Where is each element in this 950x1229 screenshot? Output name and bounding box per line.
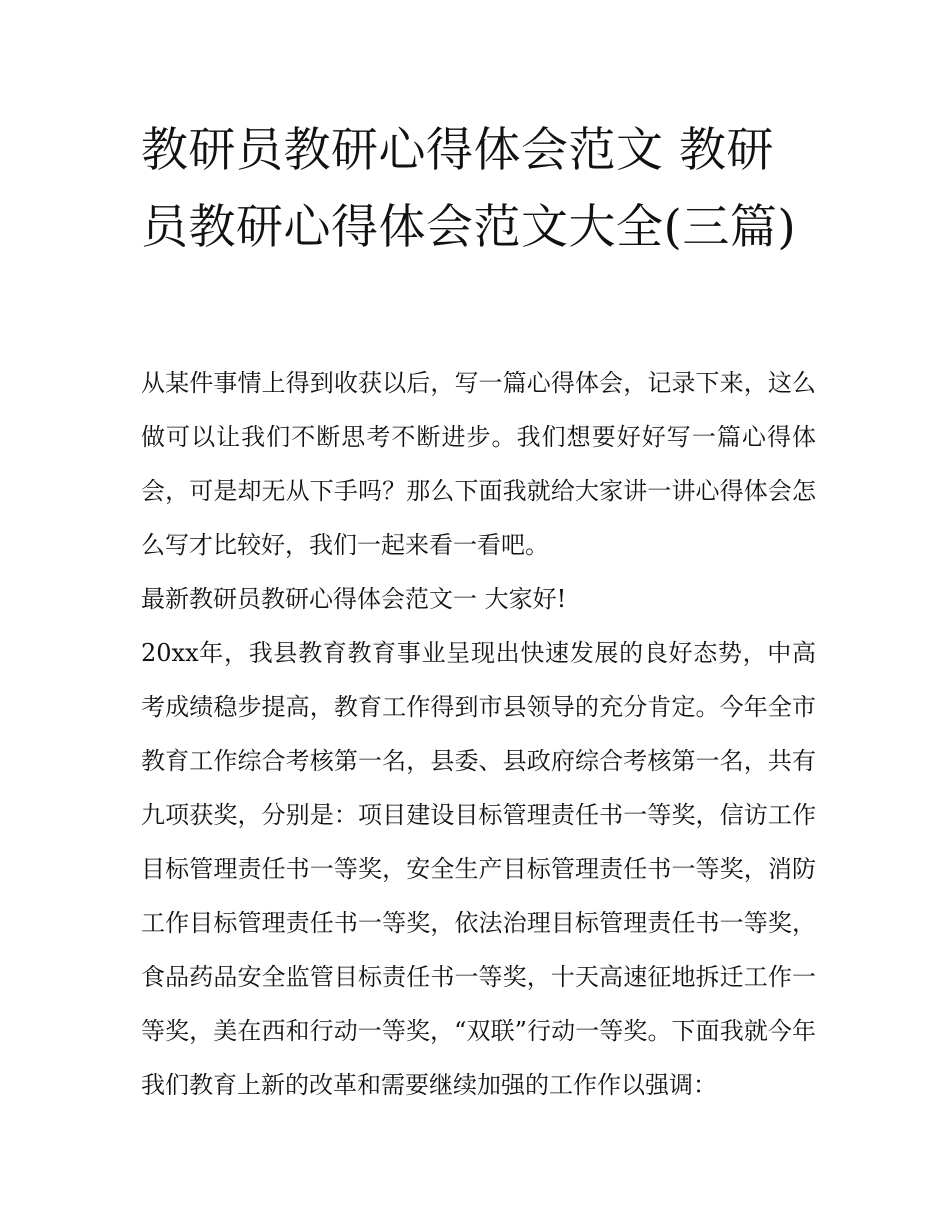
- body-paragraph: 20xx年，我县教育教育事业呈现出快速发展的良好态势，中高考成绩稳步提高，教育工作得到市县领导的充分肯定。今年全市教育工作综合考核第一名，县委、县政府综合考核第一名，共有九项获奖，分别是：项目建设目标管理责任书一等奖，信访工作目标管理责任书一等奖，安全生产目标管理责任书一等奖，消防工作目标管理责任书一等奖，依法治理目标管理责任书一等奖，食品药品安全监管目标责任书一等奖，十天高速征地拆迁工作一等奖，美在西和行动一等奖，“双联”行动一等奖。下面我就今年我们教育上新的改革和需要继续加强的工作作以强调：: [141, 639, 816, 1099]
- document-body: [141, 356, 816, 1112]
- document-title: 教研员教研心得体会范文 教研员教研心得体会范文大全(三篇): [141, 123, 797, 255]
- intro-paragraph: 从某件事情上得到收获以后，写一篇心得体会，记录下来，这么做可以让我们不断思考不断进步。我们想要好好写一篇心得体会，可是却无从下手吗？那么下面我就给大家讲一讲心得体会怎么写才比较好，我们一起来看一看吧。: [141, 369, 816, 559]
- section-heading-paragraph: 最新教研员教研心得体会范文一 大家好!: [141, 585, 567, 613]
